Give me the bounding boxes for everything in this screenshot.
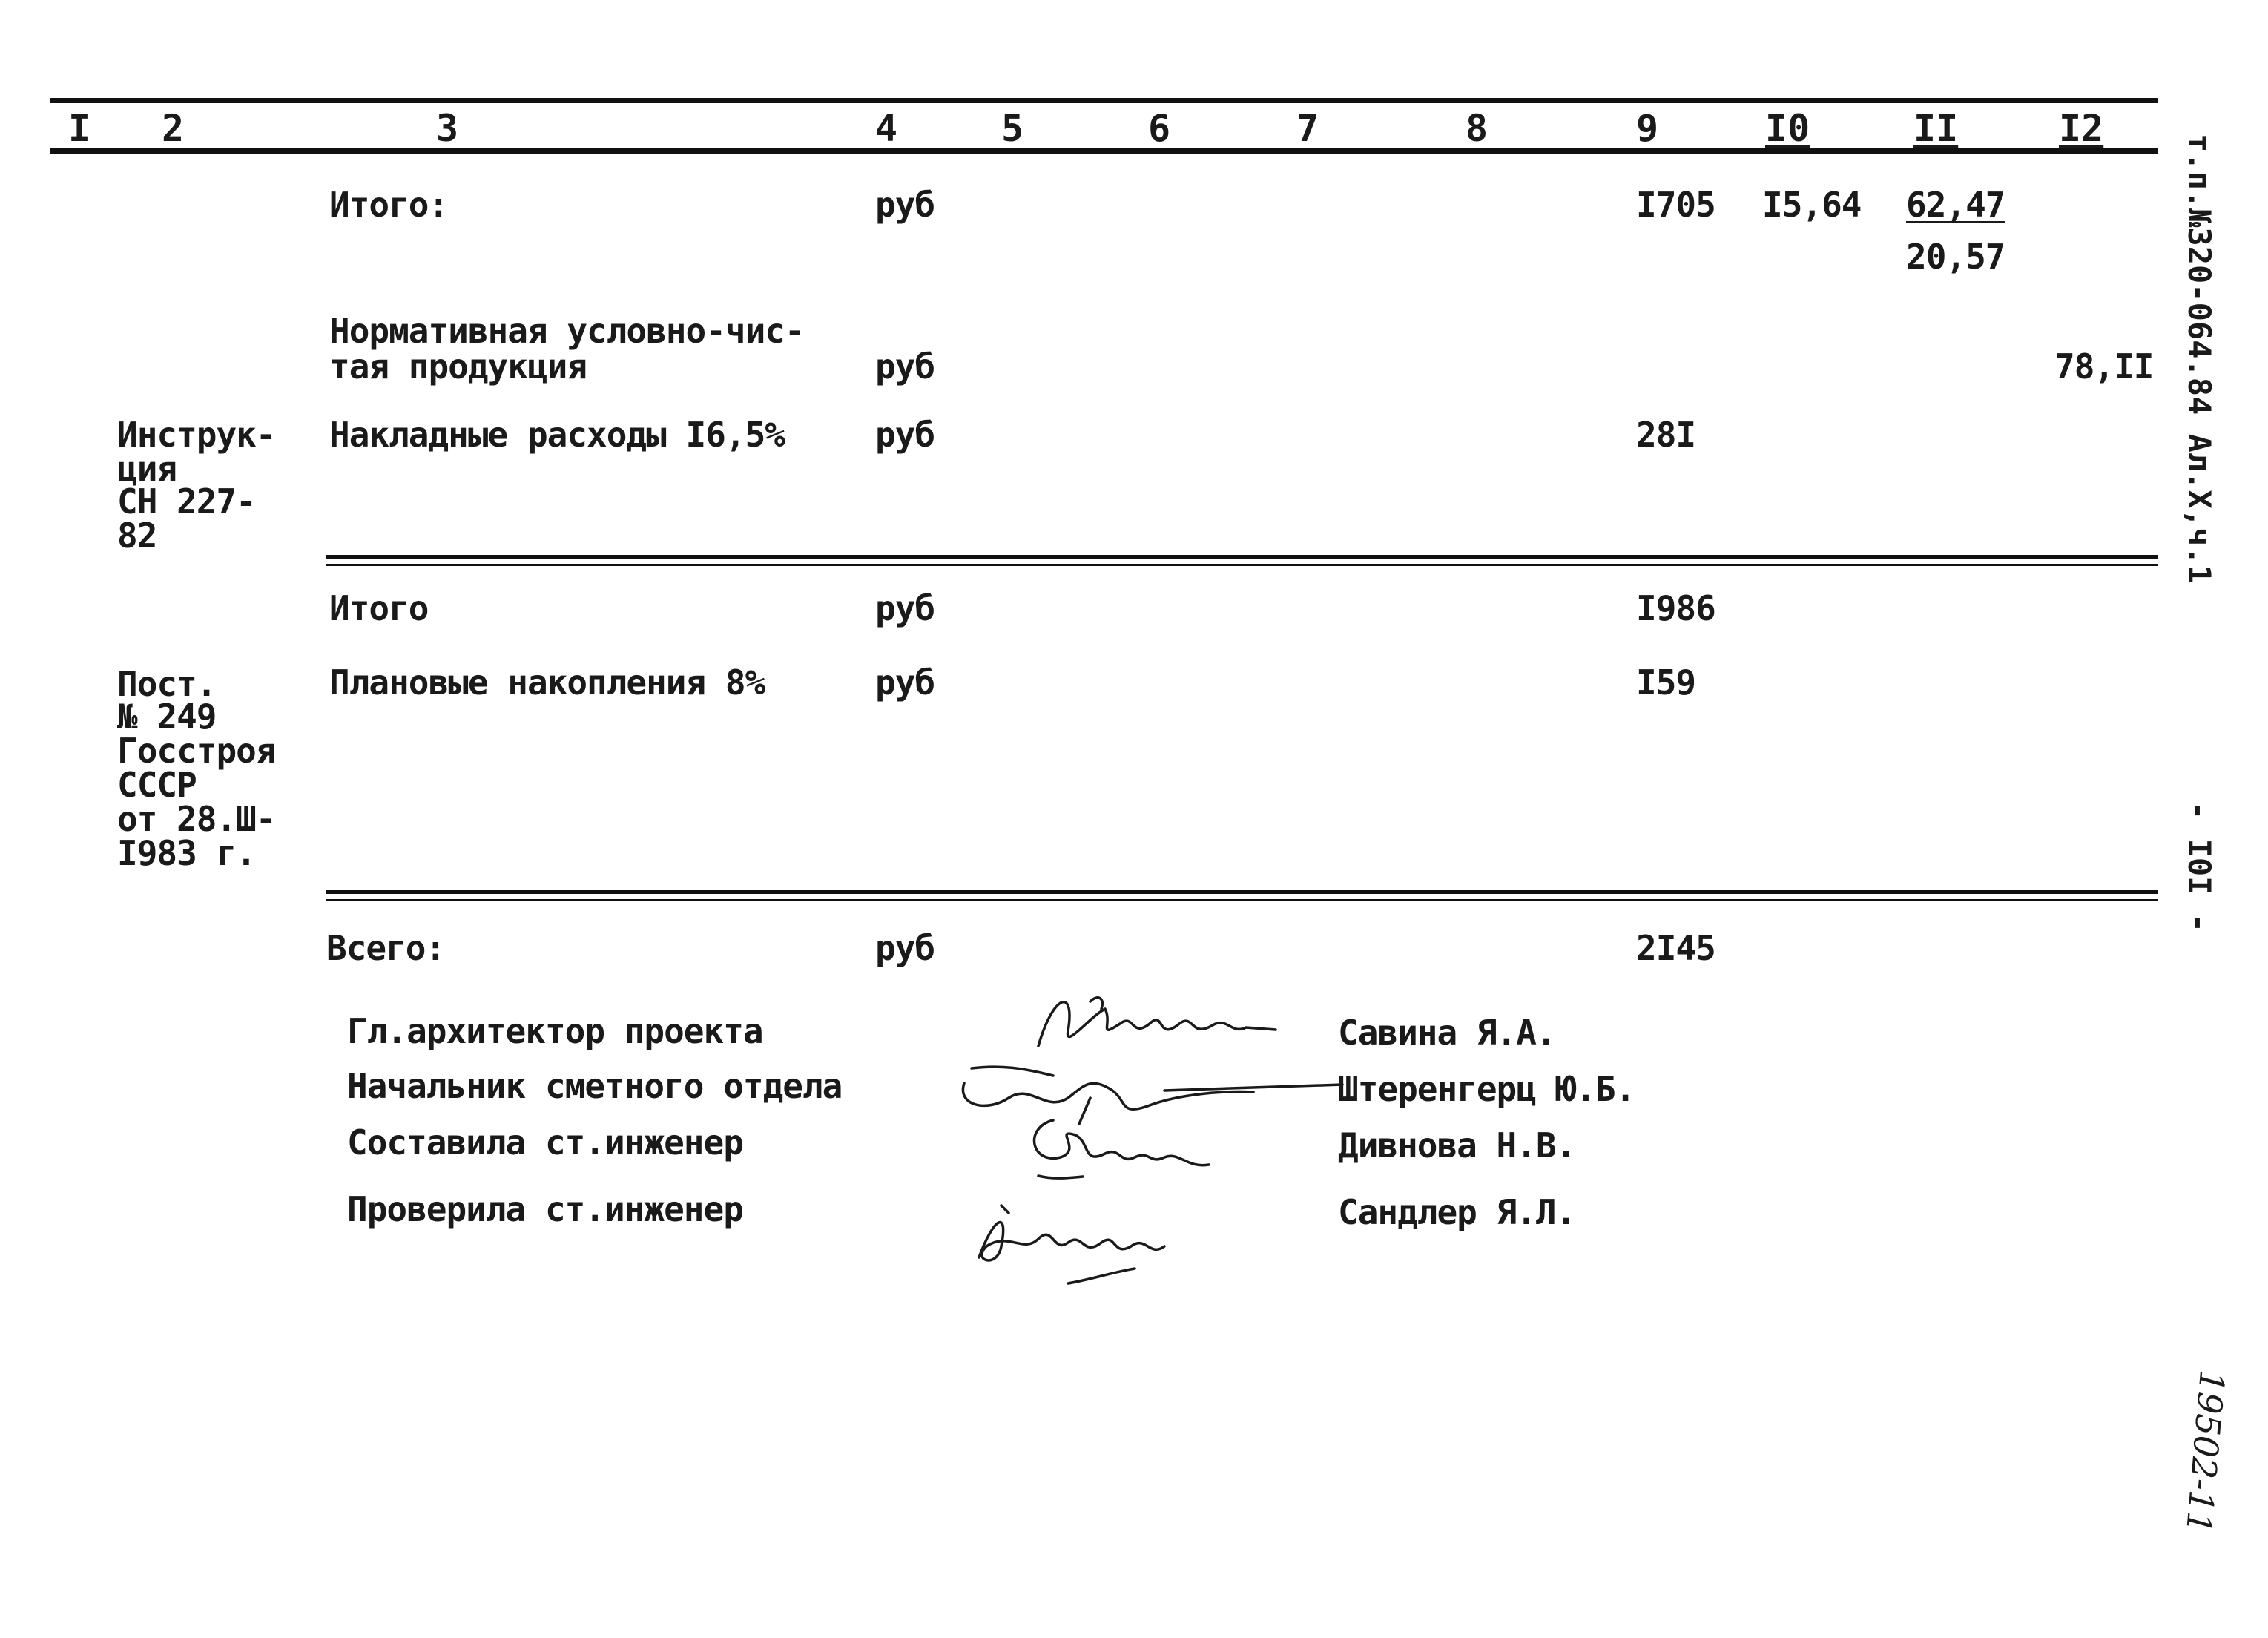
col-header-9: 9: [1636, 107, 1659, 150]
col10-value: I5,64: [1762, 185, 1862, 225]
col-header-4: 4: [875, 107, 898, 150]
row-unit: руб: [875, 415, 935, 455]
section-rule-2: [326, 890, 2158, 894]
row-label: Накладные расходы I6,5%: [329, 415, 785, 455]
row-label-line-2: тая продукция: [329, 346, 587, 387]
source-line: ция: [117, 449, 177, 489]
source-line: I983 г.: [117, 833, 256, 873]
source-line: Госстроя: [117, 731, 276, 771]
col-header-3: 3: [436, 107, 459, 150]
col11-value-top: 62,47: [1906, 185, 2005, 225]
col-header-8: 8: [1466, 107, 1489, 150]
row-label: Итого: [329, 588, 429, 628]
col-header-10: I0: [1765, 107, 1810, 150]
row-unit: руб: [875, 928, 935, 968]
col-header-6: 6: [1148, 107, 1171, 150]
col11-value-bottom: 20,57: [1906, 237, 2005, 277]
col9-value: I986: [1636, 588, 1715, 628]
col9-value: 2I45: [1636, 928, 1715, 968]
source-line: Пост.: [117, 664, 217, 704]
section-rule-1: [326, 555, 2158, 559]
row-label: Плановые накопления 8%: [329, 662, 765, 703]
col9-value: 28I: [1636, 415, 1696, 455]
col9-value: I705: [1636, 185, 1715, 225]
col9-value: I59: [1636, 662, 1696, 703]
document-code: т.п.№320-064.84 Ал.Х,ч.1: [2181, 134, 2218, 584]
section-rule-1b: [326, 564, 2158, 566]
header-bottom-rule: [50, 148, 2158, 154]
row-unit: руб: [875, 662, 935, 703]
signature-scribble-3: [1009, 1105, 1231, 1187]
signer-name: Сандлер Я.Л.: [1338, 1192, 1576, 1232]
col-header-7: 7: [1296, 107, 1319, 150]
page-number: - I0I -: [2181, 801, 2218, 933]
row-label-line-1: Нормативная условно-чис-: [329, 311, 805, 351]
signer-role: Проверила ст.инженер: [347, 1189, 743, 1229]
handwritten-archive-number: 19502-11: [2178, 1369, 2232, 1536]
source-line: от 28.Ш-: [117, 799, 276, 839]
row-label: Итого:: [329, 185, 449, 225]
signer-name: Савина Я.А.: [1338, 1013, 1556, 1053]
col12-value: 78,II: [2054, 346, 2154, 387]
source-line: Инструк-: [117, 415, 276, 455]
signature-scribble-4: [957, 1187, 1209, 1291]
source-line: СССР: [117, 765, 197, 805]
col-header-1: I: [68, 107, 91, 150]
signer-name: Штеренгерц Ю.Б.: [1338, 1069, 1635, 1109]
row-label: Всего:: [326, 928, 446, 968]
signer-role: Начальник сметного отдела: [347, 1066, 843, 1106]
col-header-2: 2: [162, 107, 185, 150]
signer-name: Дивнова Н.В.: [1338, 1125, 1576, 1165]
source-line: № 249: [117, 697, 217, 737]
col-header-12: I2: [2059, 107, 2104, 150]
col-header-5: 5: [1001, 107, 1024, 150]
row-unit: руб: [875, 588, 935, 628]
source-line: 82: [117, 516, 157, 556]
row-unit: руб: [875, 185, 935, 225]
header-top-rule: [50, 98, 2158, 103]
row-unit: руб: [875, 346, 935, 387]
signer-role: Гл.архитектор проекта: [347, 1011, 763, 1051]
section-rule-2b: [326, 899, 2158, 901]
col-header-11: II: [1913, 107, 1959, 150]
signer-role: Составила ст.инженер: [347, 1122, 743, 1162]
source-line: СН 227-: [117, 481, 256, 522]
